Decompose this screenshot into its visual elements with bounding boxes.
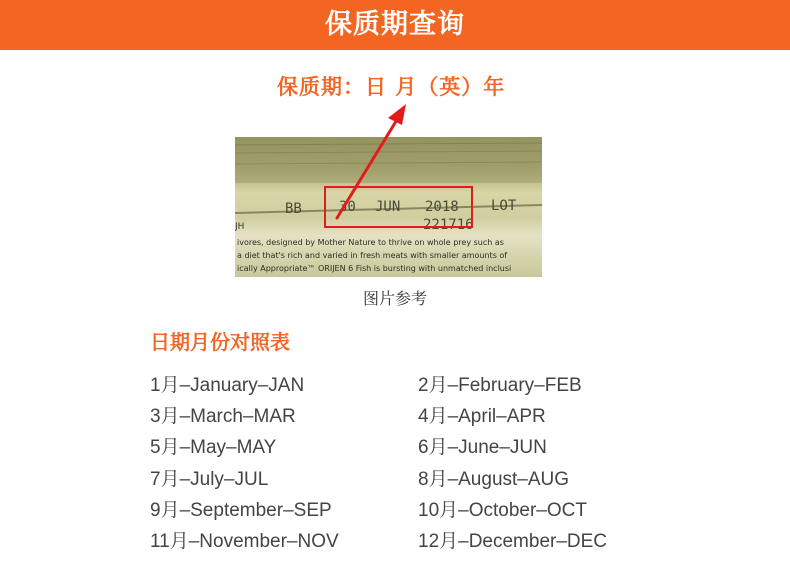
month-item-2: 2月–February–FEB	[418, 375, 582, 396]
month-item-3: 3月–March–MAR	[150, 406, 296, 427]
photo-text-line-3: ically Appropriate™ ORIJEN 6 Fish is bursting with unmatched inclusi	[237, 264, 512, 273]
month-table-title: 日期月份对照表	[150, 330, 290, 354]
stamp-bb: BB	[285, 201, 302, 217]
page-title: 保质期查询	[325, 9, 465, 40]
photo-small-text: JH	[235, 222, 245, 232]
month-item-1: 1月–January–JAN	[150, 375, 305, 396]
stamp-lot: LOT	[491, 198, 517, 214]
month-item-8: 8月–August–AUG	[418, 469, 570, 490]
month-item-10: 10月–October–OCT	[418, 500, 587, 521]
month-item-7: 7月–July–JUL	[150, 469, 269, 490]
month-item-12: 12月–December–DEC	[418, 531, 608, 552]
stamp-code: 221716	[423, 217, 474, 233]
photo-caption: 图片参考	[362, 289, 427, 308]
stamp-day: 30	[339, 199, 356, 215]
month-item-6: 6月–June–JUN	[418, 437, 547, 458]
month-item-4: 4月–April–APR	[418, 406, 546, 427]
expiry-format-label: 保质期：日 月（英）年	[277, 75, 506, 99]
month-item-5: 5月–May–MAY	[150, 437, 277, 458]
stamp-year: 2018	[425, 199, 459, 215]
photo-text-line-2: a diet that's rich and varied in fresh meats with smaller amounts of	[237, 251, 508, 260]
stamp-month: JUN	[375, 199, 401, 215]
photo-text-line-1: ivores, designed by Mother Nature to thrive on whole prey such as	[237, 238, 504, 247]
month-item-9: 9月–September–SEP	[150, 500, 332, 521]
month-item-11: 11月–November–NOV	[150, 531, 339, 552]
